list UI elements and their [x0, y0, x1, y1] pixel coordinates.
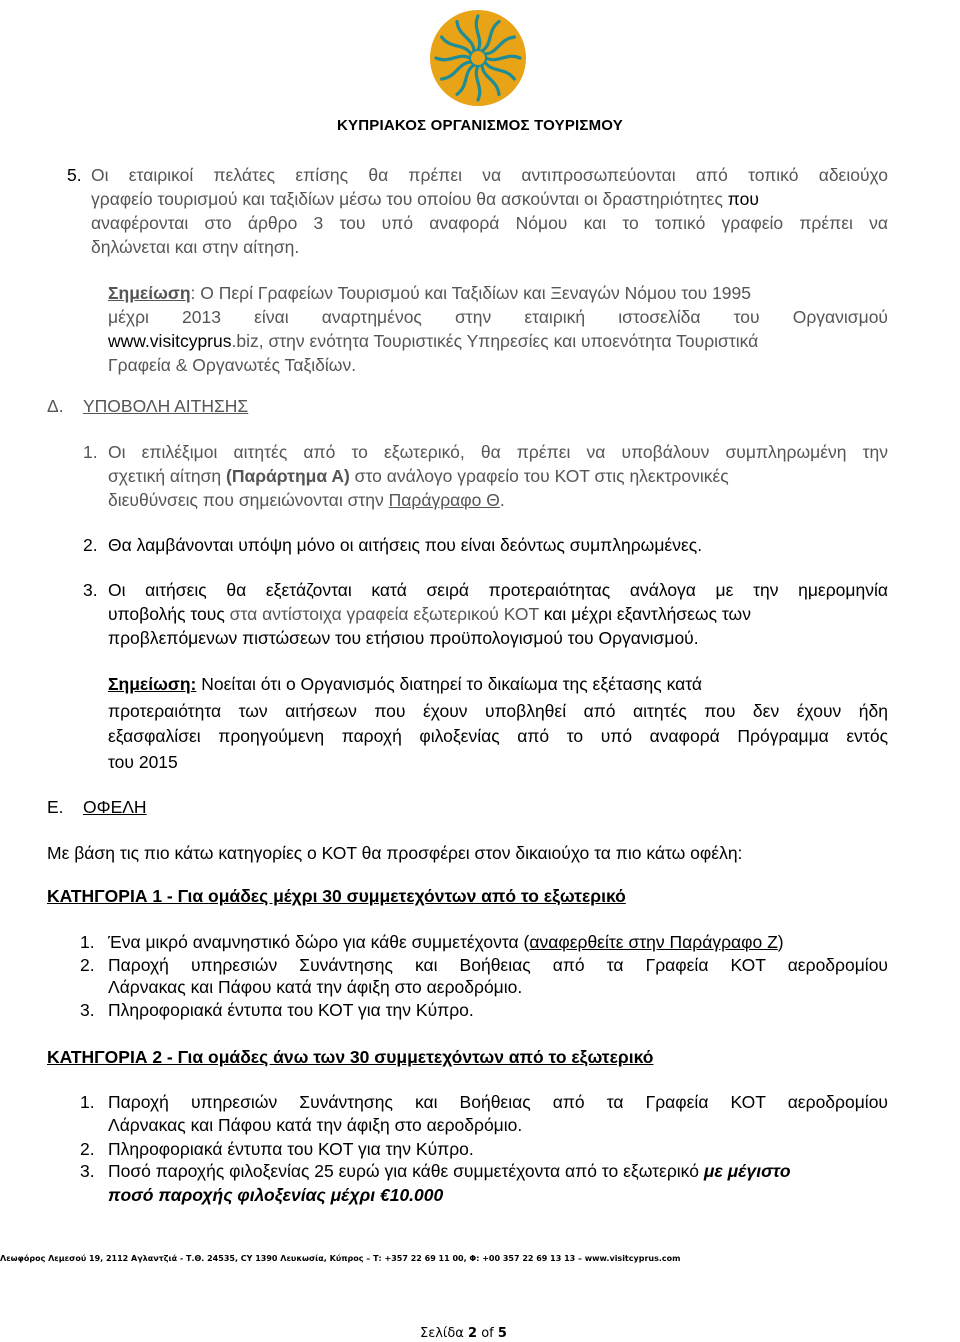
- cat2-item-2-text: Πληροφοριακά έντυπα του ΚΟΤ για την Κύπρο.: [108, 1139, 474, 1159]
- d-note-line: του 2015: [108, 752, 178, 772]
- d-note: Σημείωση: Νοείται ότι ο Οργανισμός διατηρεί το δικαίωμα της εξέτασης κατά: [108, 674, 703, 694]
- cat1-item-2-line: Λάρνακας και Πάφου κατά την άφιξη στο αεροδρόμιο.: [108, 977, 523, 997]
- section-d-letter: Δ.: [47, 396, 64, 416]
- page-number: Σελίδα 2 of 5: [420, 1326, 507, 1341]
- item-5-line: δηλώνεται και στην αίτηση.: [91, 237, 300, 257]
- kot-star-logo-icon: [428, 8, 528, 108]
- item-5-note-line: μέχρι 2013 είναι αναρτημένος στην εταιρική ιστοσελίδα του Οργανισμού: [108, 307, 888, 327]
- item-5-number: 5.: [67, 165, 82, 185]
- section-e-letter: Ε.: [47, 797, 64, 817]
- item-5-note-line: www.visitcyprus.biz, στην ενότητα Τουριστικές Υπηρεσίες και υποενότητα Τουριστικά: [108, 331, 759, 351]
- cat1-item-2-number: 2.: [80, 955, 95, 975]
- category-1-title: ΚΑΤΗΓΟΡΙΑ 1 - Για ομάδες μέχρι 30 συμμετεχόντων από το εξωτερικό: [47, 886, 626, 906]
- cat2-item-3-line: ποσό παροχής φιλοξενίας μέχρι €10.000: [108, 1185, 444, 1205]
- d-note-line: εξασφαλίσει προηγούμενη παροχή φιλοξενίας από το υπό αναφορά Πρόγραμμα εντός: [108, 726, 888, 746]
- item-5-line: αναφέρονται στο άρθρο 3 του υπό αναφορά Νόμου και το τοπικό γραφείο πρέπει να: [91, 213, 888, 233]
- cat2-item-1-number: 1.: [80, 1092, 95, 1112]
- cat1-item-1-number: 1.: [80, 932, 95, 952]
- d-item-2-text: Θα λαμβάνονται υπόψη μόνο οι αιτήσεις που είναι δεόντως συμπληρωμένες.: [108, 535, 703, 555]
- d-item-1-line: σχετική αίτηση (Παράρτημα Α) στο ανάλογο γραφείο του ΚΟΤ στις ηλεκτρονικές: [108, 466, 729, 486]
- cat2-item-3-number: 3.: [80, 1161, 95, 1181]
- cat2-item-1-line: Λάρνακας και Πάφου κατά την άφιξη στο αεροδρόμιο.: [108, 1115, 523, 1135]
- category-2-title: ΚΑΤΗΓΟΡΙΑ 2 - Για ομάδες άνω των 30 συμμετεχόντων από το εξωτερικό: [47, 1047, 654, 1067]
- d-item-1-number: 1.: [83, 442, 98, 462]
- note-label: Σημείωση: [108, 283, 191, 303]
- paragraph-z-link[interactable]: αναφερθείτε στην Παράγραφο Ζ: [529, 932, 778, 952]
- item-5-note-line: Γραφεία & Οργανωτές Ταξιδίων.: [108, 355, 357, 375]
- d-item-3-line: υποβολής τους στα αντίστοιχα γραφεία εξωτερικού ΚΟΤ και μέχρι εξαντλήσεως των: [108, 604, 751, 624]
- section-e-intro: Με βάση τις πιο κάτω κατηγορίες ο ΚΟΤ θα προσφέρει στον δικαιούχο τα πιο κάτω οφέλη:: [47, 843, 743, 863]
- website-link[interactable]: www.visitcyprus: [108, 331, 232, 351]
- item-5-line: Οι εταιρικοί πελάτες επίσης θα πρέπει να αντιπροσωπεύονται από τοπικό αδειούχο: [91, 165, 888, 185]
- section-e-title: ΟΦΕΛΗ: [83, 797, 147, 817]
- cat2-item-1-line: Παροχή υπηρεσιών Συνάντησης και Βοήθειας από τα Γραφεία ΚΟΤ αεροδρομίου: [108, 1092, 888, 1112]
- item-5-note: Σημείωση: Ο Περί Γραφείων Τουρισμού και Ταξιδίων και Ξεναγών Νόμου του 1995: [108, 283, 751, 303]
- cat1-item-3-number: 3.: [80, 1000, 95, 1020]
- section-d-title: ΥΠΟΒΟΛΗ ΑΙΤΗΣΗΣ: [83, 396, 249, 416]
- note-label: Σημείωση:: [108, 674, 197, 694]
- paragraph-theta-link[interactable]: Παράγραφο Θ: [388, 490, 500, 510]
- d-item-3-line: Οι αιτήσεις θα εξετάζονται κατά σειρά προτεραιότητας ανάλογα με την ημερομηνία: [108, 580, 888, 600]
- d-note-line: προτεραιότητα των αιτήσεων που έχουν υποβληθεί από αιτητές που δεν έχουν ήδη: [108, 701, 888, 721]
- cat2-item-3-line: Ποσό παροχής φιλοξενίας 25 ευρώ για κάθε συμμετέχοντα από το εξωτερικό με μέγιστο: [108, 1161, 791, 1181]
- d-item-3-line: προβλεπόμενων πιστώσεων του ετήσιου προϋπολογισμού του Οργανισμού.: [108, 628, 699, 648]
- d-item-1-line: Οι επιλέξιμοι αιτητές από το εξωτερικό, θα πρέπει να υποβάλουν συμπληρωμένη την: [108, 442, 888, 462]
- footer-address: Λεωφόρος Λεμεσού 19, 2112 Αγλαντζιά - Τ.Θ. 24535, CY 1390 Λευκωσία, Κύπρος – Τ: +357 22 69 11 00, Φ: +00 357 22 69 13 13 – www.visitcyprus.com: [0, 1254, 681, 1263]
- d-item-3-number: 3.: [83, 580, 98, 600]
- cat1-item-2-line: Παροχή υπηρεσιών Συνάντησης και Βοήθειας από τα Γραφεία ΚΟΤ αεροδρομίου: [108, 955, 888, 975]
- organization-name: ΚΥΠΡΙΑΚΟΣ ΟΡΓΑΝΙΣΜΟΣ ΤΟΥΡΙΣΜΟΥ: [337, 117, 623, 134]
- cat1-item-1-text: Ένα μικρό αναμνηστικό δώρο για κάθε συμμετέχοντα (αναφερθείτε στην Παράγραφο Ζ): [108, 932, 784, 952]
- d-item-2-number: 2.: [83, 535, 98, 555]
- cat1-item-3-text: Πληροφοριακά έντυπα του ΚΟΤ για την Κύπρο.: [108, 1000, 474, 1020]
- d-item-1-line: διευθύνσεις που σημειώνονται στην Παράγραφο Θ.: [108, 490, 505, 510]
- item-5-line: γραφείο τουρισμού και ταξιδίων μέσω του οποίου θα ασκούνται οι δραστηριότητες που: [91, 189, 759, 209]
- cat2-item-2-number: 2.: [80, 1139, 95, 1159]
